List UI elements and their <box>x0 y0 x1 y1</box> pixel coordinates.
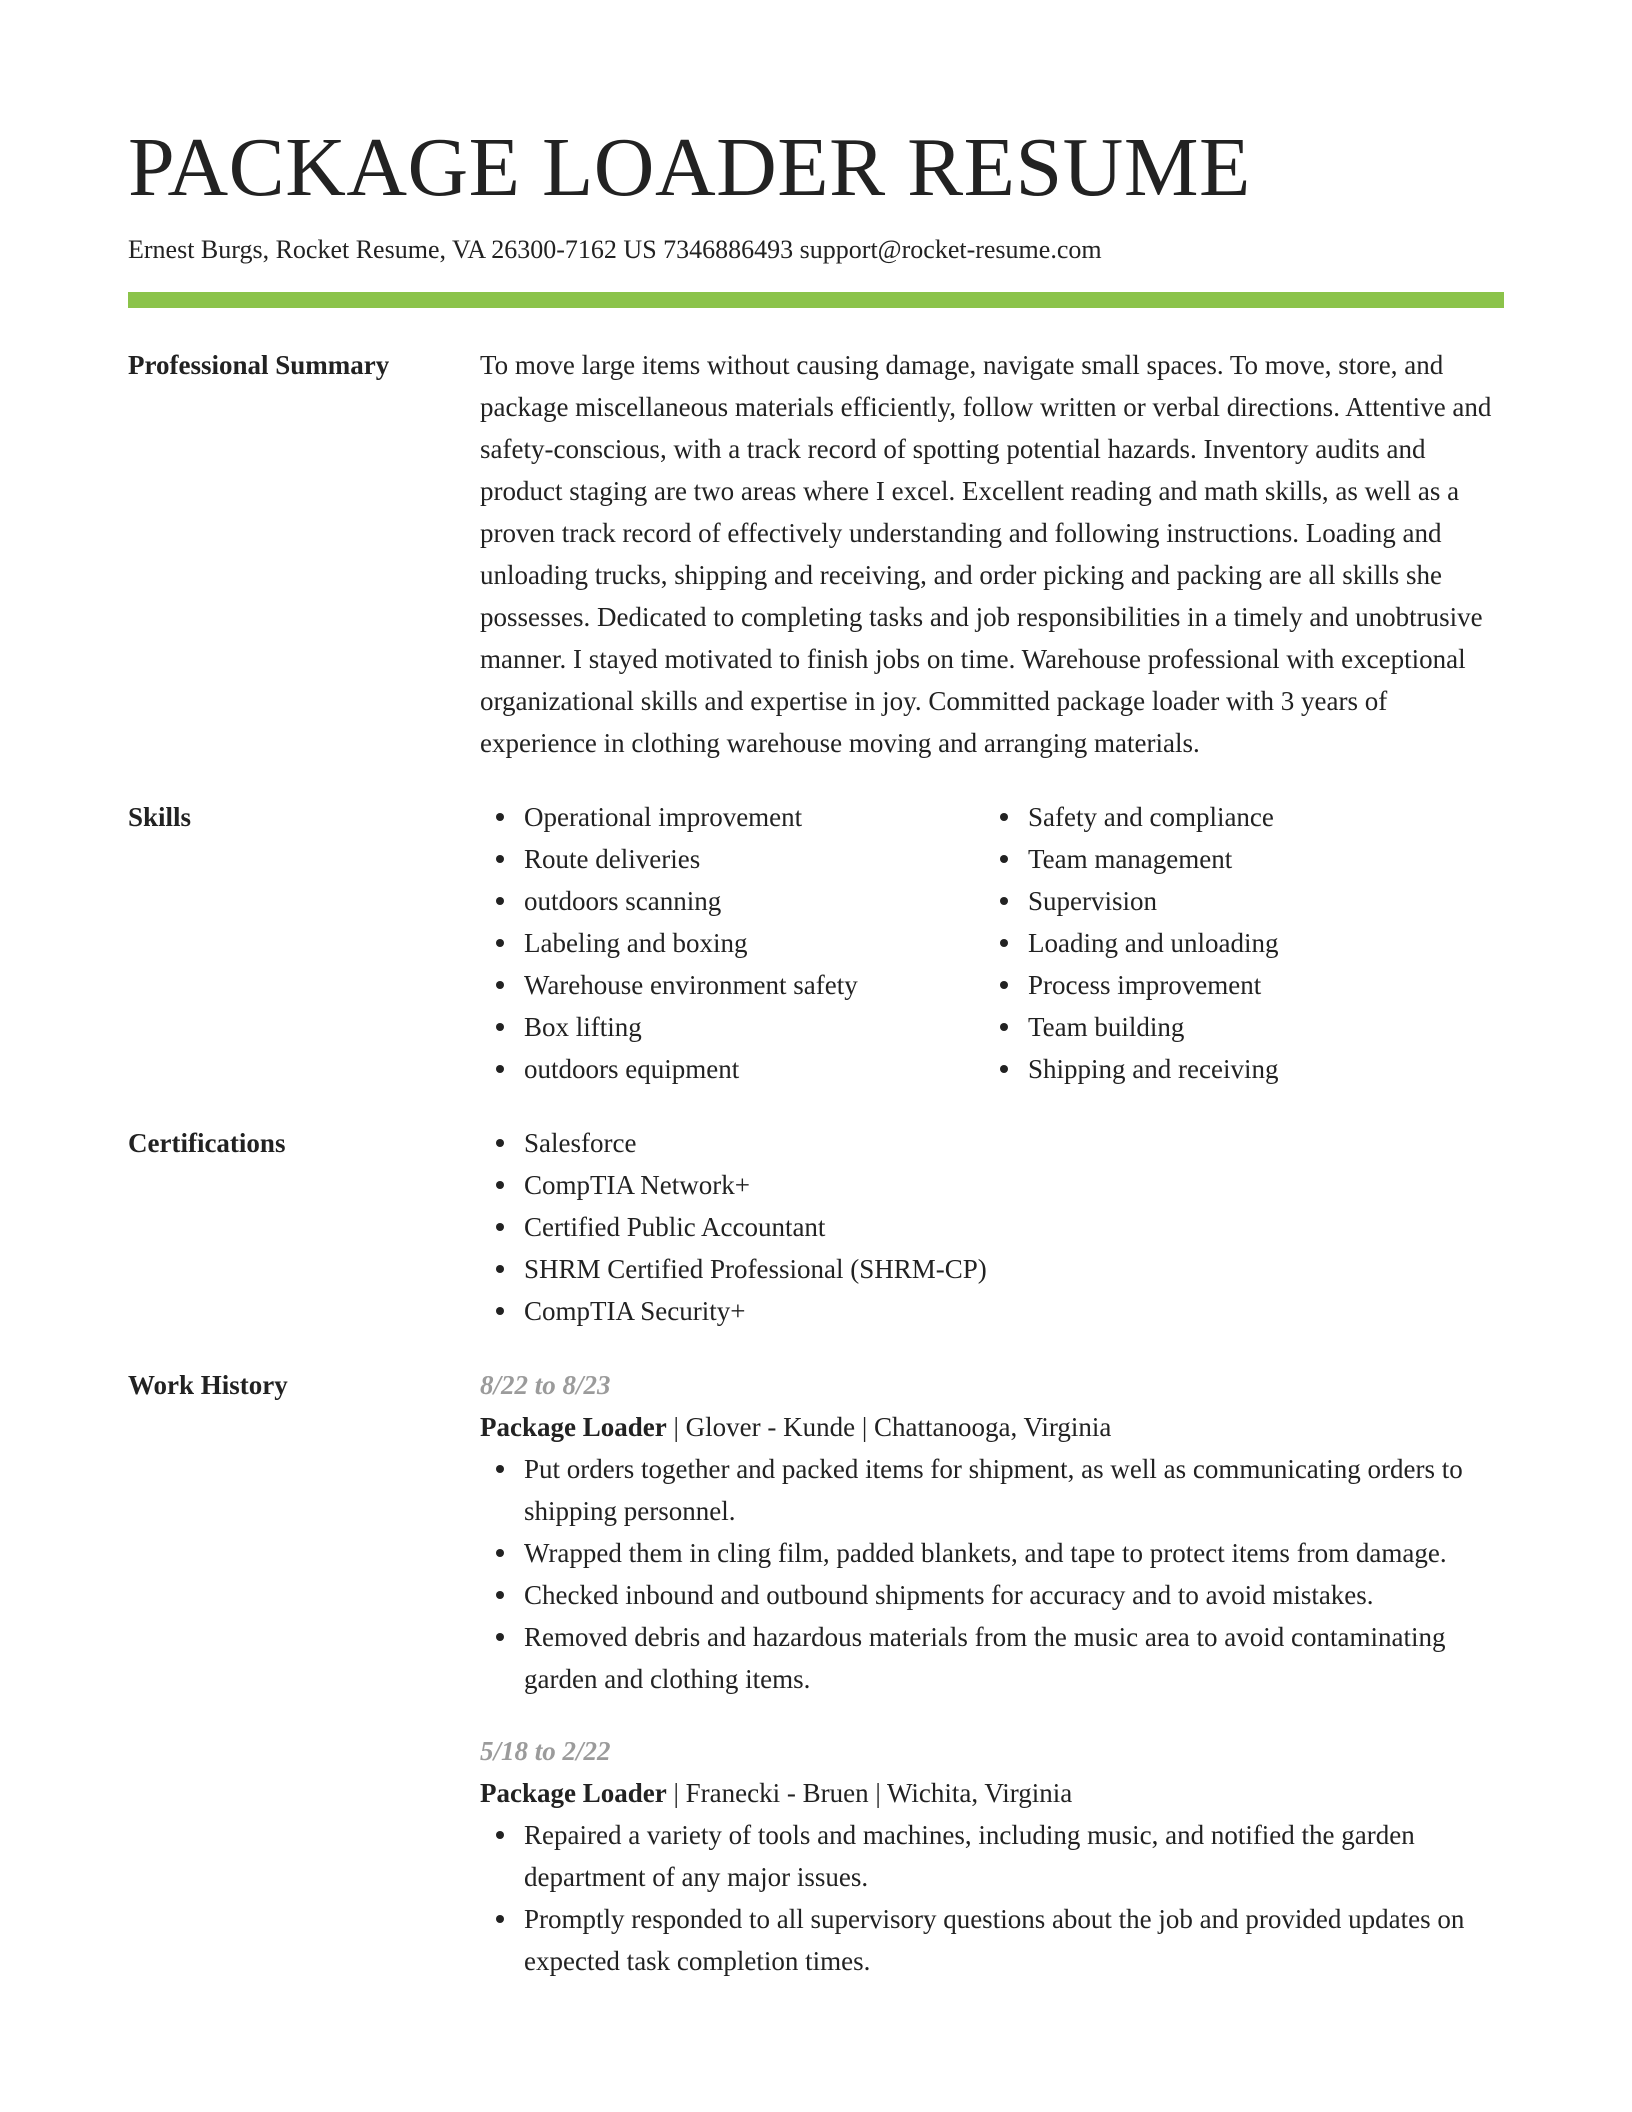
bullet-icon <box>496 1465 504 1473</box>
certification-item: Salesforce <box>524 1122 1504 1164</box>
page-title: PACKAGE LOADER RESUME <box>128 121 1251 214</box>
bullet-icon <box>1000 813 1008 821</box>
summary-section <box>128 344 1504 764</box>
skill-item: Route deliveries <box>524 838 984 880</box>
contact-line: Ernest Burgs, Rocket Resume, VA 26300-7162 US 7346886493 support@rocket-resume.com <box>128 235 1102 264</box>
certification-item: CompTIA Network+ <box>524 1164 1504 1206</box>
skill-item: outdoors equipment <box>524 1048 984 1090</box>
job-bullet-item: Put orders together and packed items for shipment, as well as communicating orders to shipping personnel. <box>524 1448 1504 1532</box>
bullet-icon <box>1000 855 1008 863</box>
skills-list-right <box>984 796 1488 1090</box>
bullet-icon <box>496 1591 504 1599</box>
skills-body <box>480 796 1504 1090</box>
skill-item: Team management <box>1028 838 1488 880</box>
certifications-label: Certifications <box>128 1128 286 1158</box>
bullet-icon <box>496 1023 504 1031</box>
bullet-icon <box>496 981 504 989</box>
job-entry <box>480 1730 1504 1982</box>
certifications-body <box>480 1122 1504 1332</box>
job-dates: 8/22 to 8/23 <box>480 1370 611 1400</box>
job-bullet-item: Repaired a variety of tools and machines, including music, and notified the garden department of any major issues. <box>524 1814 1504 1898</box>
bullet-icon <box>496 1831 504 1839</box>
skills-column-left <box>480 796 984 1090</box>
job-details: | Glover - Kunde | Chattanooga, Virginia <box>666 1412 1112 1442</box>
certifications-section <box>128 1122 1504 1332</box>
summary-body <box>480 344 1504 764</box>
bullet-icon <box>496 813 504 821</box>
skills-list-left <box>480 796 984 1090</box>
work-history-body <box>480 1364 1504 1982</box>
skill-item: Process improvement <box>1028 964 1488 1006</box>
skill-item: Warehouse environment safety <box>524 964 984 1006</box>
resume-page <box>128 118 1504 1982</box>
job-bullet-item: Wrapped them in cling film, padded blankets, and tape to protect items from damage. <box>524 1532 1504 1574</box>
skill-item: Loading and unloading <box>1028 922 1488 964</box>
bullet-icon <box>1000 1065 1008 1073</box>
bullet-icon <box>1000 1023 1008 1031</box>
job-dates: 5/18 to 2/22 <box>480 1736 611 1766</box>
bullet-icon <box>496 897 504 905</box>
certifications-list <box>480 1122 1504 1332</box>
bullet-icon <box>496 1307 504 1315</box>
summary-label: Professional Summary <box>128 350 390 380</box>
skill-item: Supervision <box>1028 880 1488 922</box>
job-title: Package Loader <box>480 1778 667 1808</box>
work-history-label: Work History <box>128 1370 288 1400</box>
skill-item: Shipping and receiving <box>1028 1048 1488 1090</box>
bullet-icon <box>496 1633 504 1641</box>
job-entry <box>480 1364 1504 1700</box>
skill-item: outdoors scanning <box>524 880 984 922</box>
certification-item: SHRM Certified Professional (SHRM-CP) <box>524 1248 1504 1290</box>
job-bullets <box>480 1814 1504 1982</box>
job-bullet-item: Checked inbound and outbound shipments for accuracy and to avoid mistakes. <box>524 1574 1504 1616</box>
skill-item: Box lifting <box>524 1006 984 1048</box>
skills-column-right <box>984 796 1488 1090</box>
job-title-line <box>480 1772 1504 1814</box>
job-bullet-item: Removed debris and hazardous materials from the music area to avoid contaminating garden and clothing items. <box>524 1616 1504 1700</box>
skill-item: Labeling and boxing <box>524 922 984 964</box>
job-bullet-item: Promptly responded to all supervisory questions about the job and provided updates on expected task completion times. <box>524 1898 1504 1982</box>
skill-item: Safety and compliance <box>1028 796 1488 838</box>
bullet-icon <box>496 1065 504 1073</box>
bullet-icon <box>496 1223 504 1231</box>
work-history-section <box>128 1364 1504 1982</box>
skill-item: Team building <box>1028 1006 1488 1048</box>
bullet-icon <box>496 939 504 947</box>
job-bullets <box>480 1448 1504 1700</box>
bullet-icon <box>1000 981 1008 989</box>
bullet-icon <box>1000 897 1008 905</box>
job-title-line <box>480 1406 1504 1448</box>
bullet-icon <box>496 1139 504 1147</box>
bullet-icon <box>496 1549 504 1557</box>
summary-text: To move large items without causing damage, navigate small spaces. To move, store, and package miscellaneous materials efficiently, follow written or verbal directions. Attentive and safety-conscious, with a track record of spotting potential hazards. Inventory audits and product staging are two areas where I excel. Excellent reading and math skills, as well as a proven track record of effectively understanding and following instructions. Loading and unloading trucks, shipping and receiving, and order picking and packing are all skills she possesses. Dedicated to completing tasks and job responsibilities in a timely and unobtrusive manner. I stayed motivated to finish jobs on time. Warehouse professional with exceptional organizational skills and expertise in joy. Committed package loader with 3 years of experience in clothing warehouse moving and arranging materials. <box>480 350 1492 758</box>
bullet-icon <box>496 855 504 863</box>
bullet-icon <box>1000 939 1008 947</box>
header-divider <box>128 292 1504 308</box>
skills-label: Skills <box>128 802 192 832</box>
skill-item: Operational improvement <box>524 796 984 838</box>
bullet-icon <box>496 1265 504 1273</box>
certification-item: Certified Public Accountant <box>524 1206 1504 1248</box>
skills-section <box>128 796 1504 1090</box>
bullet-icon <box>496 1181 504 1189</box>
job-title: Package Loader <box>480 1412 667 1442</box>
certification-item: CompTIA Security+ <box>524 1290 1504 1332</box>
bullet-icon <box>496 1915 504 1923</box>
job-details: | Franecki - Bruen | Wichita, Virginia <box>666 1778 1073 1808</box>
